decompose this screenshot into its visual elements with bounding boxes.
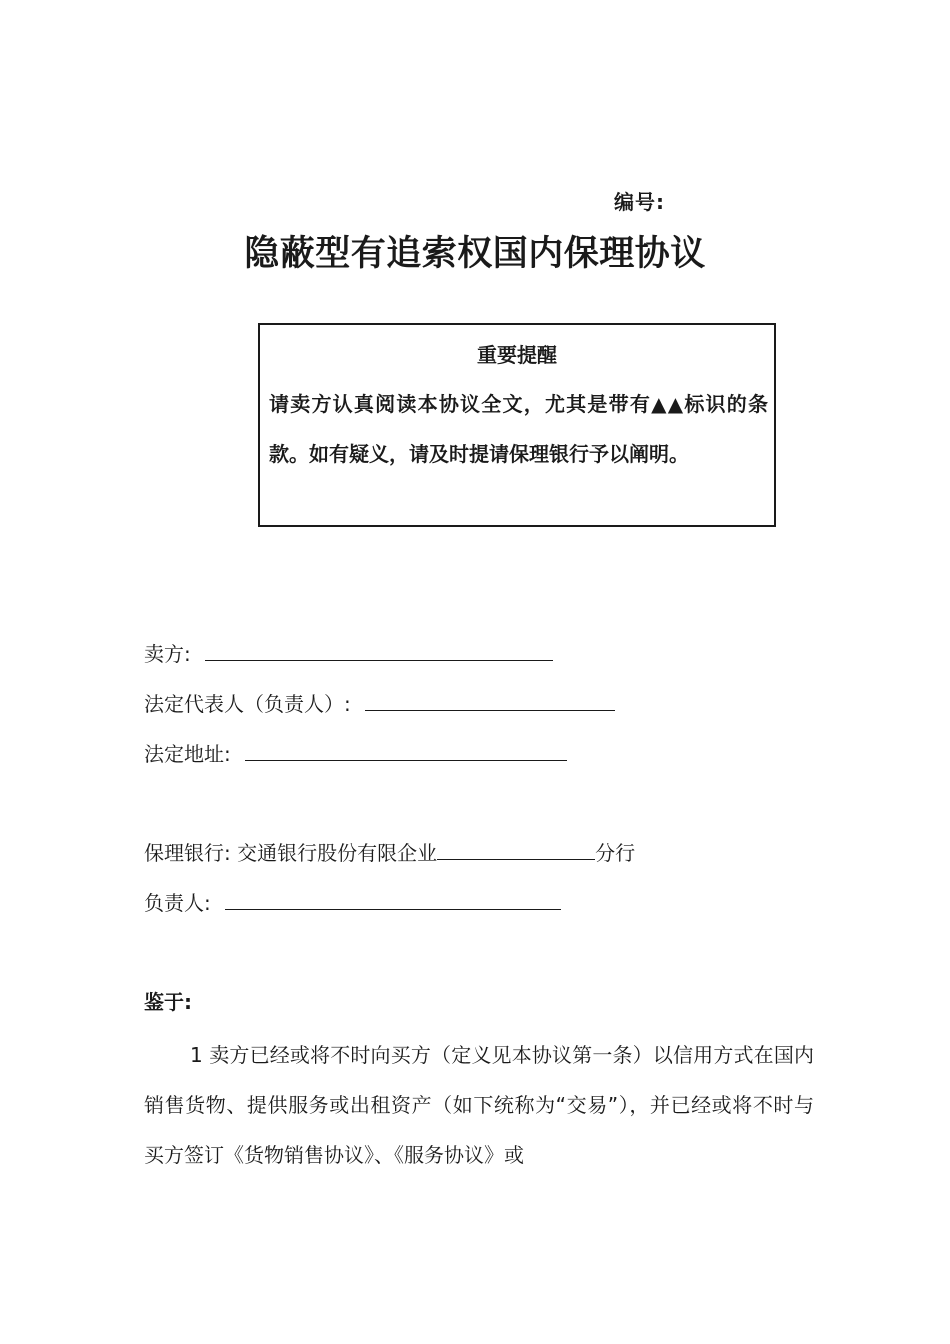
bank-principal-label: 负责人:: [144, 891, 211, 915]
branch-suffix: 分行: [595, 841, 636, 865]
seller-label: 卖方:: [144, 642, 191, 666]
legal-address-blank-line[interactable]: [245, 738, 567, 761]
contract-number-label: 编号:: [614, 190, 665, 214]
recitals-heading: 鉴于:: [144, 990, 192, 1014]
document-title: 隐蔽型有追索权国内保理协议: [244, 234, 706, 274]
notice-heading: 重要提醒: [477, 343, 557, 367]
factoring-bank-field: [144, 837, 635, 868]
legal-address-field: [144, 738, 567, 769]
legal-representative-blank-line[interactable]: [365, 688, 615, 711]
bank-principal-blank-line[interactable]: [225, 887, 561, 910]
legal-address-label: 法定地址:: [144, 742, 231, 766]
seller-blank-line[interactable]: [205, 638, 553, 661]
seller-field: [144, 638, 553, 669]
important-notice-box: [258, 323, 776, 527]
factoring-bank-label: 保理银行:: [144, 841, 231, 865]
legal-representative-field: [144, 688, 615, 719]
bank-principal-field: [144, 887, 561, 918]
recital-paragraph-1: 1 卖方已经或将不时向买方（定义见本协议第一条）以信用方式在国内销售货物、提供服务或出租资产（如下统称为“交易”），并已经或将不时与买方签订《货物销售协议》、《服务协议》或: [144, 1043, 814, 1167]
notice-body: 请卖方认真阅读本协议全文，尤其是带有▲▲标识的条款。如有疑义，请及时提请保理银行予以阐明。: [269, 392, 768, 466]
legal-representative-label: 法定代表人（负责人）:: [144, 692, 351, 716]
factoring-bank-name: 交通银行股份有限企业: [237, 841, 438, 865]
branch-blank-line[interactable]: [437, 837, 595, 860]
